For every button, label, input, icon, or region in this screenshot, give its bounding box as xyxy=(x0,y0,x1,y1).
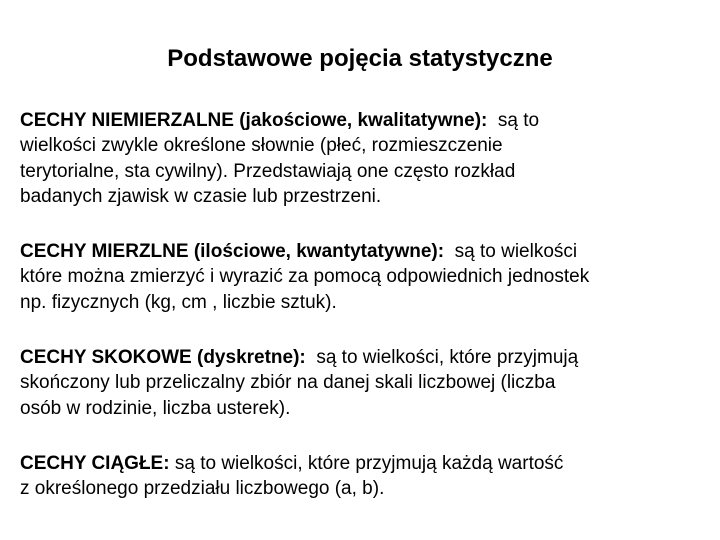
section-text: są to wielkości, które przyjmują xyxy=(316,347,579,368)
section-line xyxy=(20,108,700,133)
section-term: CECHY CIĄGŁE: xyxy=(20,453,170,474)
section-line: które można zmierzyć i wyrazić za pomocą odpowiednich jednostek xyxy=(20,266,590,288)
section-text: są to xyxy=(497,110,540,131)
section-term: CECHY NIEMIERZALNE (jakościowe, kwalitatywne): xyxy=(20,110,488,131)
section-line: z określonego przedziału liczbowego (a, b). xyxy=(20,478,385,500)
section-mierzalne xyxy=(20,239,700,315)
section-line: skończony lub przeliczalny zbiór na danej skali liczbowej (liczba xyxy=(20,372,556,394)
section-skokowe xyxy=(20,345,700,421)
section-niemierzalne xyxy=(20,108,700,209)
section-ciagle xyxy=(20,451,700,502)
section-line: np. fizycznych (kg, cm , liczbie sztuk). xyxy=(20,291,337,313)
section-line xyxy=(20,345,700,370)
section-term: CECHY MIERZLNE (ilościowe, kwantytatywne): xyxy=(20,241,445,262)
section-term: CECHY SKOKOWE (dyskretne): xyxy=(20,347,306,368)
section-line xyxy=(20,451,700,476)
section-line: wielkości zwykle określone słownie (płeć, rozmieszczenie xyxy=(20,135,503,157)
slide-title: Podstawowe pojęcia statystyczne xyxy=(167,45,553,72)
section-text: są to wielkości xyxy=(454,241,578,262)
section-line: terytorialne, sta cywilny). Przedstawiają one często rozkład xyxy=(20,160,516,182)
section-line xyxy=(20,239,700,264)
section-text: są to wielkości, które przyjmują każdą wartość xyxy=(174,453,564,474)
section-line: osób w rodzinie, liczba usterek). xyxy=(20,397,291,419)
section-line: badanych zjawisk w czasie lub przestrzeni. xyxy=(20,185,382,207)
